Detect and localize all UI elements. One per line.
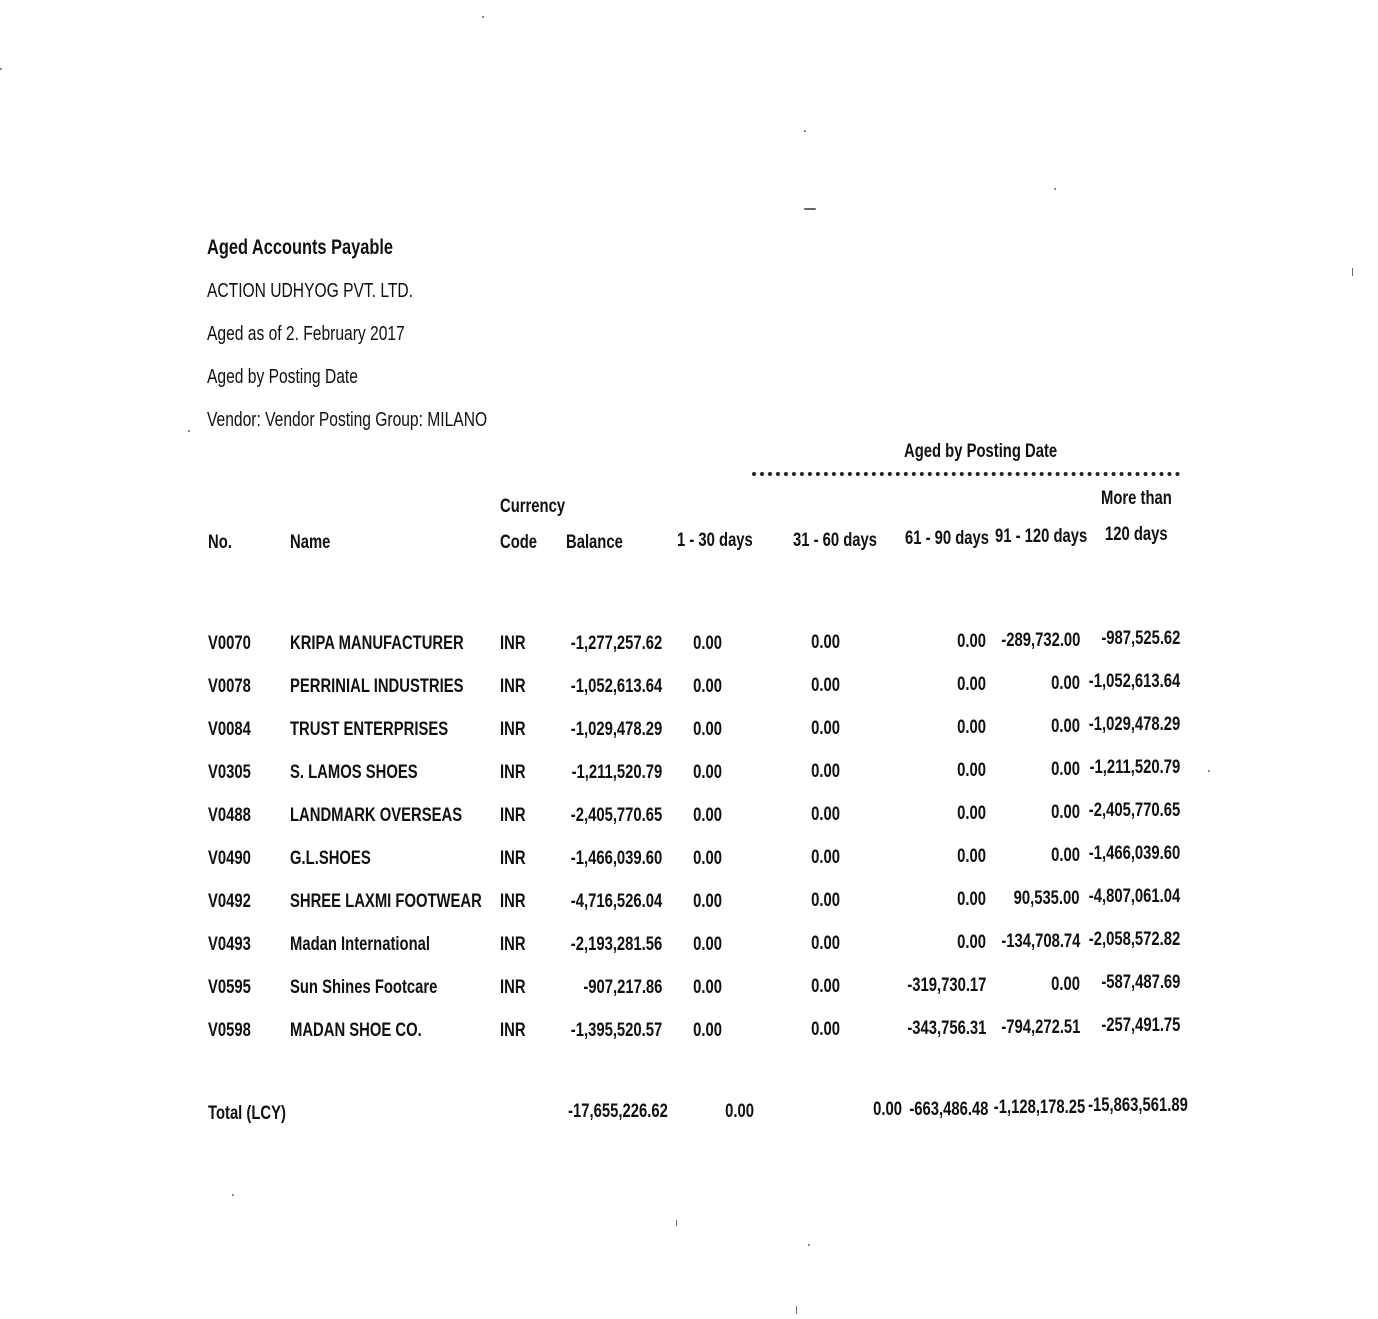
row-1-30: 0.00 <box>693 934 722 955</box>
row-balance: -1,052,613.64 <box>570 676 662 697</box>
row-31-60: 0.00 <box>811 890 840 911</box>
row-31-60: 0.00 <box>811 1019 840 1040</box>
scan-speck <box>188 430 190 432</box>
row-1-30: 0.00 <box>693 891 722 912</box>
col-header-1-30: 1 - 30 days <box>677 530 753 551</box>
scan-speck <box>804 130 806 132</box>
row-more-120: -587,487.69 <box>1100 972 1180 993</box>
row-vendor-name: SHREE LAXMI FOOTWEAR <box>290 891 482 912</box>
row-31-60: 0.00 <box>811 761 840 782</box>
row-1-30: 0.00 <box>693 633 722 654</box>
row-vendor-name: TRUST ENTERPRISES <box>290 719 449 740</box>
row-vendor-no: V0305 <box>208 762 251 783</box>
row-31-60: 0.00 <box>811 847 840 868</box>
row-vendor-name: LANDMARK OVERSEAS <box>290 805 463 826</box>
row-balance: -907,217.86 <box>582 977 662 998</box>
row-61-90: 0.00 <box>957 846 986 867</box>
scan-speck <box>804 208 816 210</box>
group-header-rule <box>752 472 1180 476</box>
row-currency: INR <box>500 1020 526 1041</box>
row-61-90: 0.00 <box>957 631 986 652</box>
scan-speck <box>796 1306 797 1314</box>
row-1-30: 0.00 <box>693 719 722 740</box>
scan-speck <box>676 1220 677 1226</box>
row-more-120: -1,029,478.29 <box>1088 714 1180 735</box>
row-balance: -1,029,478.29 <box>570 719 662 740</box>
row-91-120: 0.00 <box>1051 673 1080 694</box>
total-label: Total (LCY) <box>208 1103 286 1124</box>
row-vendor-name: S. LAMOS SHOES <box>290 762 418 783</box>
row-vendor-no: V0070 <box>208 633 251 654</box>
row-balance: -1,466,039.60 <box>570 848 662 869</box>
row-1-30: 0.00 <box>693 848 722 869</box>
row-vendor-no: V0595 <box>208 977 251 998</box>
row-more-120: -2,058,572.82 <box>1088 929 1180 950</box>
row-currency: INR <box>500 891 526 912</box>
col-header-120-days: 120 days <box>1105 524 1168 545</box>
col-header-code: Code <box>500 532 538 553</box>
row-61-90: 0.00 <box>957 674 986 695</box>
total-balance: -17,655,226.62 <box>568 1101 668 1122</box>
row-91-120: -289,732.00 <box>1000 630 1080 651</box>
company-name: ACTION UDHYOG PVT. LTD. <box>207 280 414 302</box>
row-1-30: 0.00 <box>693 1020 722 1041</box>
row-more-120: -257,491.75 <box>1100 1015 1180 1036</box>
row-61-90: 0.00 <box>957 760 986 781</box>
scan-speck <box>808 1244 810 1246</box>
total-91-120: -1,128,178.25 <box>993 1097 1086 1118</box>
row-currency: INR <box>500 934 526 955</box>
row-currency: INR <box>500 633 526 654</box>
row-61-90: -319,730.17 <box>906 975 986 996</box>
scan-speck <box>1352 268 1353 276</box>
row-1-30: 0.00 <box>693 762 722 783</box>
scan-speck <box>482 16 484 18</box>
col-header-61-90: 61 - 90 days <box>905 528 990 549</box>
row-balance: -2,405,770.65 <box>570 805 662 826</box>
aged-group-header: Aged by Posting Date <box>904 441 1058 462</box>
row-91-120: -794,272.51 <box>1000 1017 1080 1038</box>
aged-as-of: Aged as of 2. February 2017 <box>207 323 405 345</box>
row-91-120: 0.00 <box>1051 759 1080 780</box>
scan-speck <box>0 68 2 70</box>
row-balance: -4,716,526.04 <box>570 891 662 912</box>
col-header-91-120: 91 - 120 days <box>995 526 1088 547</box>
row-vendor-no: V0598 <box>208 1020 251 1041</box>
row-61-90: 0.00 <box>957 889 986 910</box>
row-currency: INR <box>500 805 526 826</box>
row-currency: INR <box>500 977 526 998</box>
row-61-90: 0.00 <box>957 803 986 824</box>
scan-speck <box>232 1194 234 1196</box>
row-91-120: 90,535.00 <box>1014 888 1080 909</box>
row-61-90: -343,756.31 <box>906 1018 986 1039</box>
row-31-60: 0.00 <box>811 933 840 954</box>
row-31-60: 0.00 <box>811 675 840 696</box>
row-currency: INR <box>500 762 526 783</box>
row-more-120: -4,807,061.04 <box>1088 886 1180 907</box>
row-vendor-no: V0084 <box>208 719 251 740</box>
row-vendor-no: V0078 <box>208 676 251 697</box>
row-vendor-name: PERRINIAL INDUSTRIES <box>290 676 464 697</box>
total-more-120: -15,863,561.89 <box>1088 1095 1188 1116</box>
row-balance: -1,211,520.79 <box>571 762 662 783</box>
row-1-30: 0.00 <box>693 805 722 826</box>
row-balance: -1,277,257.62 <box>570 633 662 654</box>
row-more-120: -1,052,613.64 <box>1088 671 1180 692</box>
scan-speck <box>1208 770 1210 772</box>
scan-speck <box>1054 188 1056 190</box>
col-header-balance: Balance <box>566 532 623 553</box>
vendor-filter: Vendor: Vendor Posting Group: MILANO <box>207 409 488 431</box>
row-vendor-name: Madan International <box>290 934 430 955</box>
total-1-30: 0.00 <box>725 1101 754 1122</box>
row-31-60: 0.00 <box>811 718 840 739</box>
row-more-120: -987,525.62 <box>1100 628 1180 649</box>
report-title: Aged Accounts Payable <box>207 236 394 259</box>
row-31-60: 0.00 <box>811 804 840 825</box>
row-vendor-no: V0490 <box>208 848 251 869</box>
row-91-120: 0.00 <box>1051 974 1080 995</box>
col-header-name: Name <box>290 532 331 553</box>
col-header-more-than: More than <box>1101 488 1172 509</box>
row-vendor-no: V0493 <box>208 934 251 955</box>
row-91-120: 0.00 <box>1051 802 1080 823</box>
row-balance: -2,193,281.56 <box>570 934 662 955</box>
total-61-90: -663,486.48 <box>908 1099 988 1120</box>
row-vendor-no: V0488 <box>208 805 251 826</box>
row-vendor-name: G.L.SHOES <box>290 848 371 869</box>
row-91-120: -134,708.74 <box>1000 931 1080 952</box>
row-vendor-name: Sun Shines Footcare <box>290 977 438 998</box>
row-61-90: 0.00 <box>957 717 986 738</box>
row-more-120: -2,405,770.65 <box>1088 800 1180 821</box>
row-91-120: 0.00 <box>1051 845 1080 866</box>
col-header-31-60: 31 - 60 days <box>793 530 878 551</box>
row-1-30: 0.00 <box>693 977 722 998</box>
aged-by: Aged by Posting Date <box>207 366 358 388</box>
row-61-90: 0.00 <box>957 932 986 953</box>
row-vendor-name: MADAN SHOE CO. <box>290 1020 422 1041</box>
row-currency: INR <box>500 719 526 740</box>
col-header-currency: Currency <box>500 496 566 517</box>
row-more-120: -1,466,039.60 <box>1088 843 1180 864</box>
row-31-60: 0.00 <box>811 632 840 653</box>
row-1-30: 0.00 <box>693 676 722 697</box>
total-31-60: 0.00 <box>873 1099 902 1120</box>
col-header-no: No. <box>208 532 232 553</box>
row-currency: INR <box>500 676 526 697</box>
row-vendor-name: KRIPA MANUFACTURER <box>290 633 464 654</box>
row-balance: -1,395,520.57 <box>570 1020 662 1041</box>
row-currency: INR <box>500 848 526 869</box>
row-more-120: -1,211,520.79 <box>1089 757 1180 778</box>
row-31-60: 0.00 <box>811 976 840 997</box>
row-91-120: 0.00 <box>1051 716 1080 737</box>
row-vendor-no: V0492 <box>208 891 251 912</box>
